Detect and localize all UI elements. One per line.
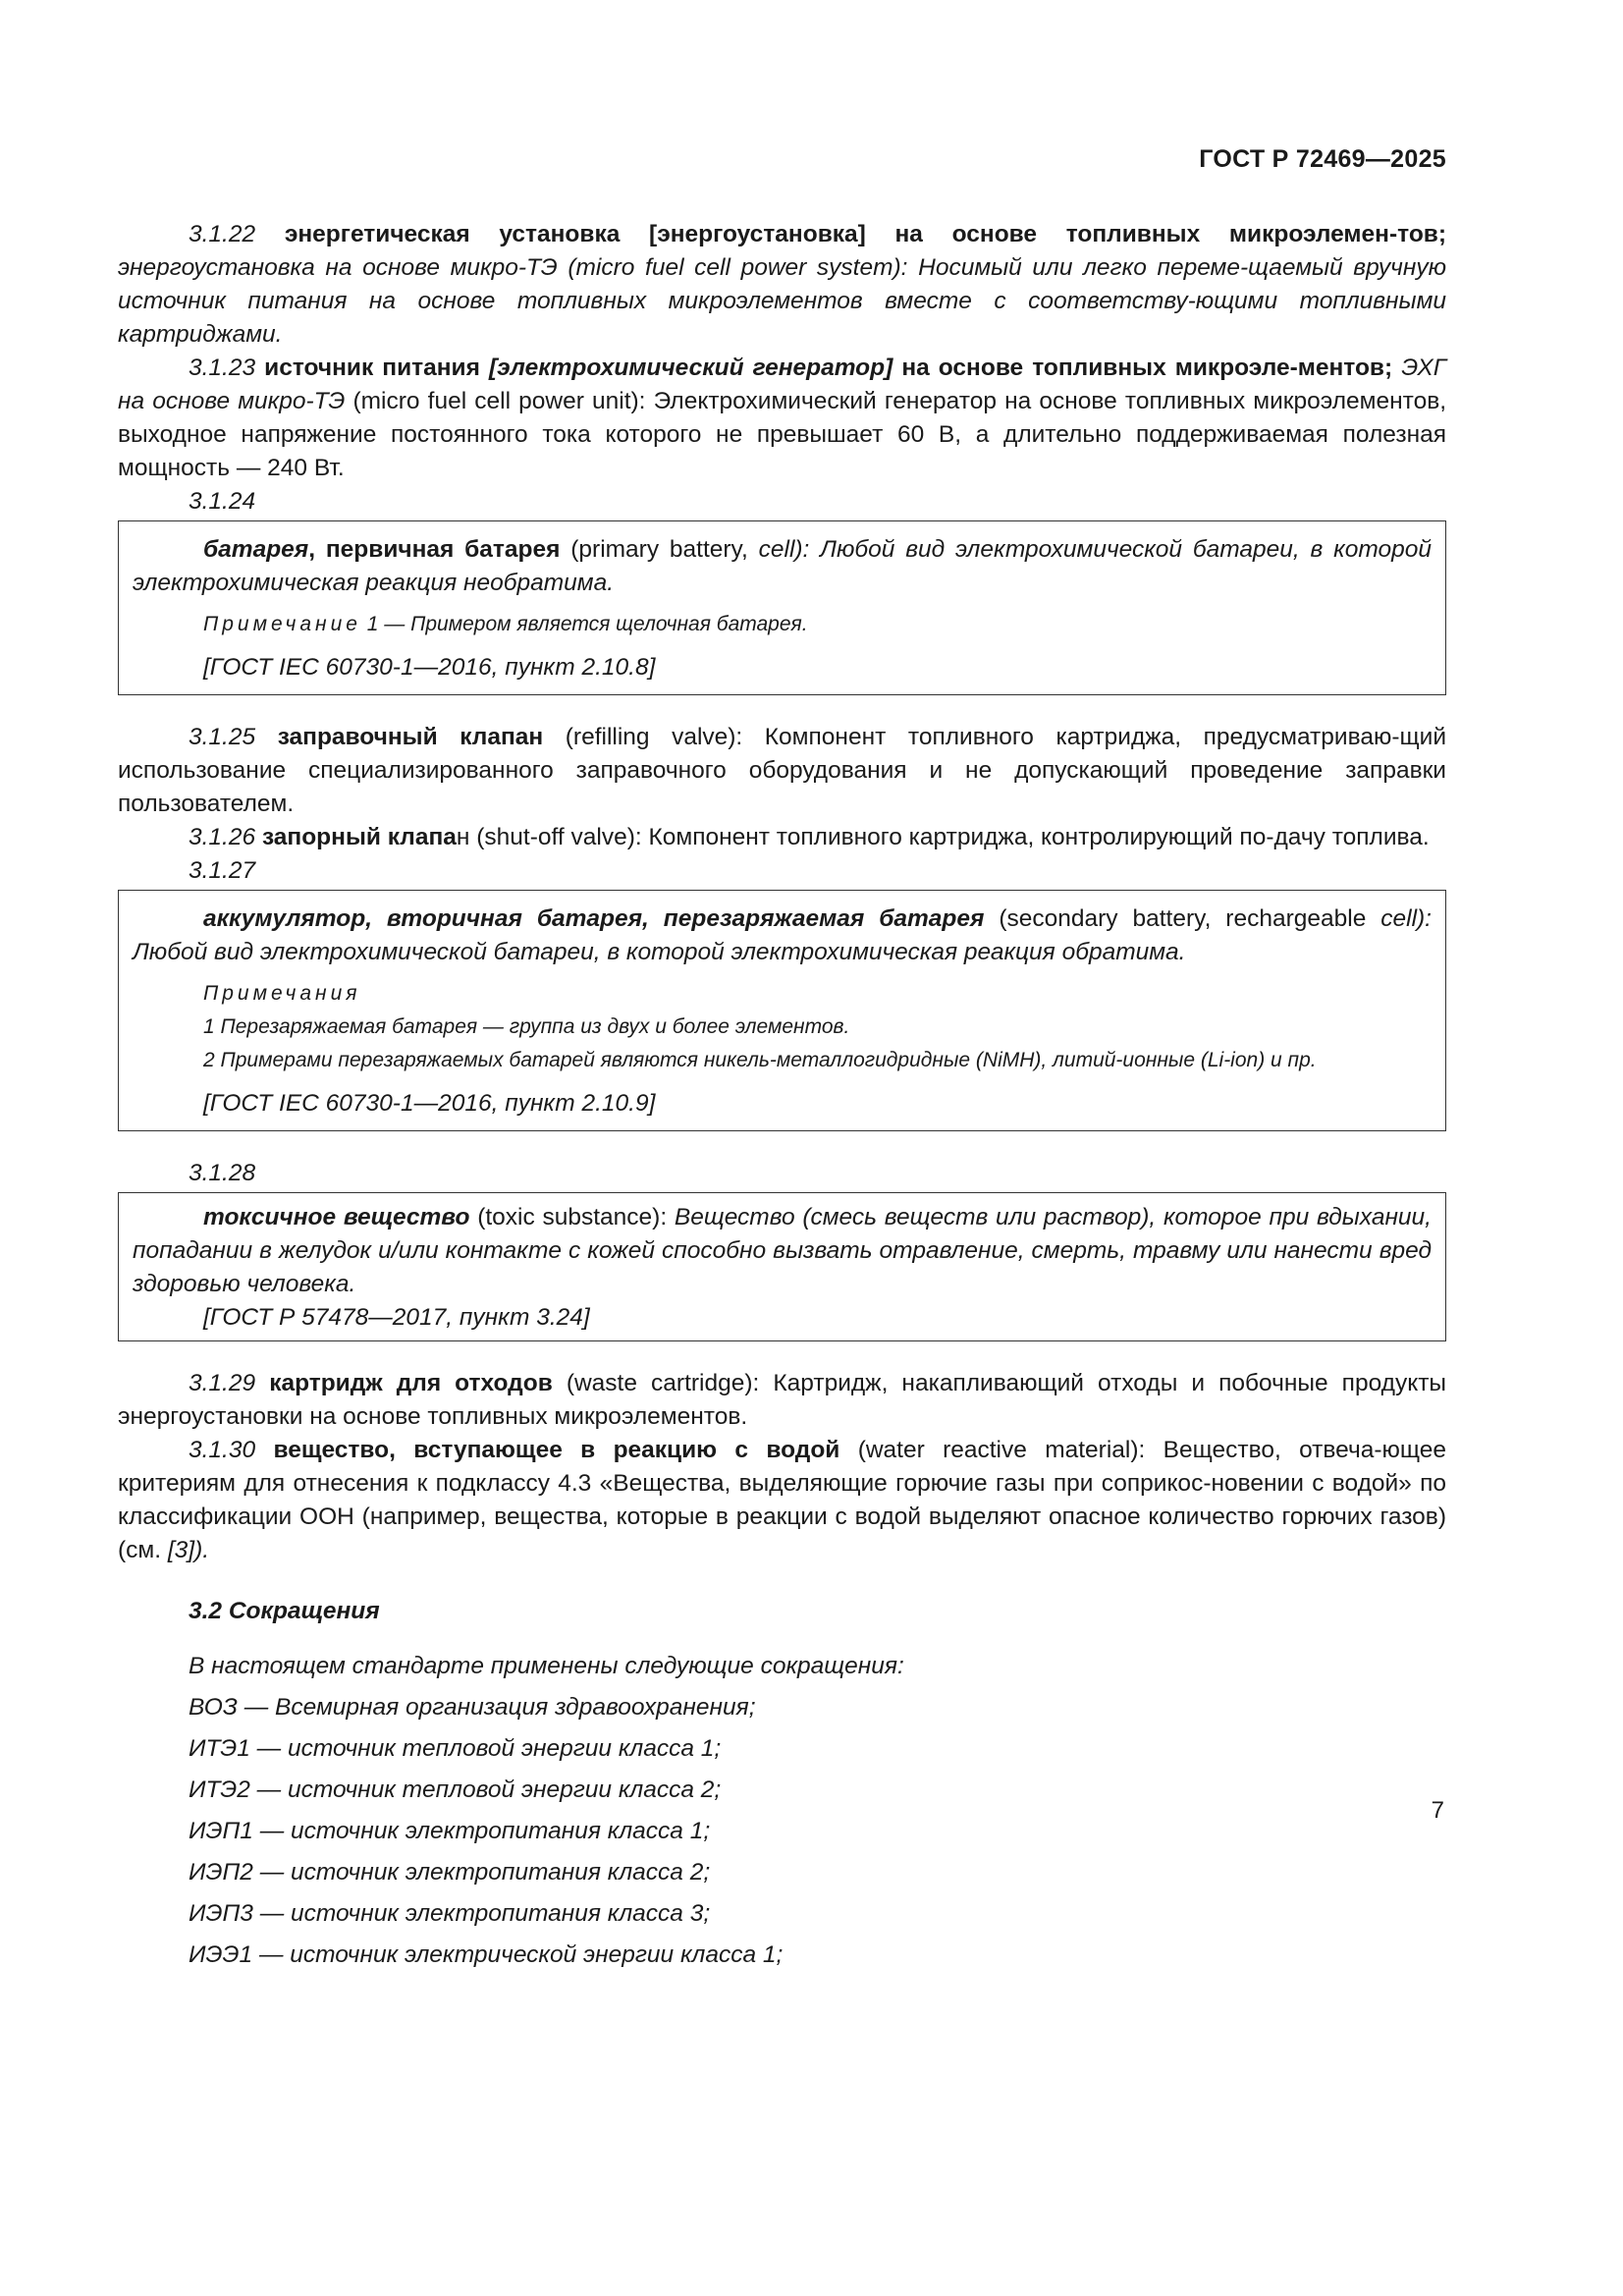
- note-2: 2 Примерами перезаряжаемых батарей являются никель-металлогидридные (NiMH), литий-ионные (Li-ion) и пр.: [203, 1049, 1317, 1071]
- term-3-1-28: [133, 1201, 1432, 1301]
- term-3-1-25: [118, 721, 1446, 821]
- abbreviation-item: ИЭП2 — источник электропитания класса 2;: [189, 1859, 711, 1886]
- term-name-tail: на основе топливных микроэле-ментов;: [901, 355, 1393, 381]
- term-name: заправочный клапан: [277, 724, 544, 750]
- term-definition: (micro fuel cell power unit): Электрохимический генератор на основе топливных микроэлементов, выходное напряжение постоянного тока которого не превышает 60 В, а длительно поддерживаемая полезная мощность — 240 Вт.: [118, 388, 1447, 481]
- term-3-1-24: [133, 533, 1432, 600]
- term-number: 3.1.30: [189, 1437, 256, 1463]
- notes-label: Примечания: [203, 982, 361, 1005]
- abbreviation-item: ИТЭ1 — источник тепловой энергии класса 1;: [189, 1735, 722, 1762]
- term-name: вещество, вступающее в реакцию с водой: [273, 1437, 840, 1463]
- term-definition: (refilling valve): Компонент топливного картриджа, предусматриваю-щий использование специализированного заправочного оборудования и не допускающий проведение заправки пользователем.: [118, 724, 1447, 817]
- abbreviation-item: ВОЗ — Всемирная организация здравоохранения;: [189, 1694, 756, 1721]
- term-definition: cell): Любой вид электрохимической батареи, в которой электрохимическая реакция необратима.: [133, 536, 1432, 596]
- term-name-tail: н: [456, 824, 470, 850]
- term-definition: cell): Любой вид электрохимической батареи, в которой электрохимическая реакция обратима.: [133, 905, 1432, 965]
- term-synonym: энергоустановка на основе микро-ТЭ: [118, 254, 558, 281]
- term-english: (toxic substance):: [477, 1204, 668, 1230]
- term-definition: (shut-off valve): Компонент топливного картриджа, контролирующий по-дачу топлива.: [476, 824, 1430, 850]
- term-english: (secondary battery, rechargeable: [999, 905, 1367, 932]
- abbreviation-item: ИЭП1 — источник электропитания класса 1;: [189, 1818, 711, 1844]
- note-text: 1 — Примером является щелочная батарея.: [366, 613, 808, 635]
- term-number-3-1-24: 3.1.24: [189, 488, 256, 515]
- term-3-1-29: [118, 1367, 1446, 1434]
- term-number-3-1-28: 3.1.28: [189, 1160, 256, 1186]
- term-name: источник питания: [264, 355, 480, 381]
- abbreviation-item: ИТЭ2 — источник тепловой энергии класса 2;: [189, 1777, 722, 1803]
- term-name: аккумулятор, вторичная батарея, перезаряжаемая батарея: [203, 905, 985, 932]
- term-number: 3.1.22: [189, 221, 256, 247]
- term-synonym: ЭХГ на основе микро-ТЭ: [118, 355, 1447, 414]
- term-english: (primary battery,: [570, 536, 748, 563]
- term-number: 3.1.23: [189, 355, 256, 381]
- term-name: батарея: [203, 536, 309, 563]
- term-definition: (micro fuel cell power system): Носимый или легко переме-щаемый вручную источник питания на основе топливных микроэлементов вместе с соответству-ющими топливными картриджами.: [118, 254, 1446, 348]
- term-note: [133, 610, 1432, 639]
- term-box-3-1-24: [118, 520, 1446, 695]
- term-name: картридж для отходов: [269, 1370, 553, 1396]
- page-content: [118, 218, 1446, 1972]
- term-name: токсичное вещество: [203, 1204, 470, 1230]
- term-number: 3.1.29: [189, 1370, 256, 1396]
- term-definition: Вещество (смесь веществ или раствор), которое при вдыхании, попадании в желудок и/или контакте с кожей способно вызвать отравление, смерть, травму или нанести вред здоровью человека.: [133, 1204, 1432, 1297]
- term-3-1-30: [118, 1434, 1446, 1567]
- term-number: 3.1.25: [189, 724, 256, 750]
- term-3-1-22: [118, 218, 1446, 352]
- term-source: [ГОСТ IEC 60730-1—2016, пункт 2.10.9]: [203, 1090, 656, 1117]
- abbreviation-item: ИЭЭ1 — источник электрической энергии класса 1;: [189, 1941, 784, 1968]
- section-heading: 3.2 Сокращения: [189, 1598, 380, 1624]
- term-name: запорный клапа: [261, 824, 457, 850]
- term-name-alt: , первичная батарея: [308, 536, 561, 563]
- page-number: 7: [1431, 1797, 1444, 1824]
- abbreviation-item: ИЭП3 — источник электропитания класса 3;: [189, 1900, 711, 1927]
- term-name-alt: [электрохимический генератор]: [488, 355, 893, 381]
- term-source: [ГОСТ Р 57478—2017, пункт 3.24]: [203, 1304, 590, 1331]
- note-1: 1 Перезаряжаемая батарея — группа из двух и более элементов.: [203, 1015, 850, 1038]
- term-box-3-1-28: [118, 1192, 1446, 1341]
- term-box-3-1-27: [118, 890, 1446, 1131]
- document-code: ГОСТ Р 72469—2025: [1199, 145, 1446, 173]
- term-definition: (water reactive material): Вещество, отвеча-ющее критериям для отнесения к подклассу 4.3 «Вещества, выделяющие горючие газы при соприкос-новении с водой» по классификации ООН (например, вещества, которые в реакции с водой выделяют опасное количество горючих газов) (см.: [118, 1437, 1447, 1563]
- term-source: [ГОСТ IEC 60730-1—2016, пункт 2.10.8]: [203, 654, 656, 681]
- term-3-1-26: [118, 821, 1446, 854]
- term-name: энергетическая установка [энергоустановка] на основе топливных микроэлемен-тов;: [284, 221, 1447, 247]
- section-intro: В настоящем стандарте применены следующие сокращения:: [189, 1653, 904, 1679]
- term-3-1-27: [133, 902, 1432, 969]
- note-label: Примечание: [203, 613, 361, 635]
- term-definition: (waste cartridge): Картридж, накапливающий отходы и побочные продукты энергоустановки на основе топливных микроэлементов.: [118, 1370, 1447, 1430]
- term-3-1-23: [118, 352, 1446, 485]
- term-number-3-1-27: 3.1.27: [189, 857, 256, 884]
- bibliography-reference: [3]).: [167, 1537, 210, 1563]
- term-number: 3.1.26: [189, 824, 256, 850]
